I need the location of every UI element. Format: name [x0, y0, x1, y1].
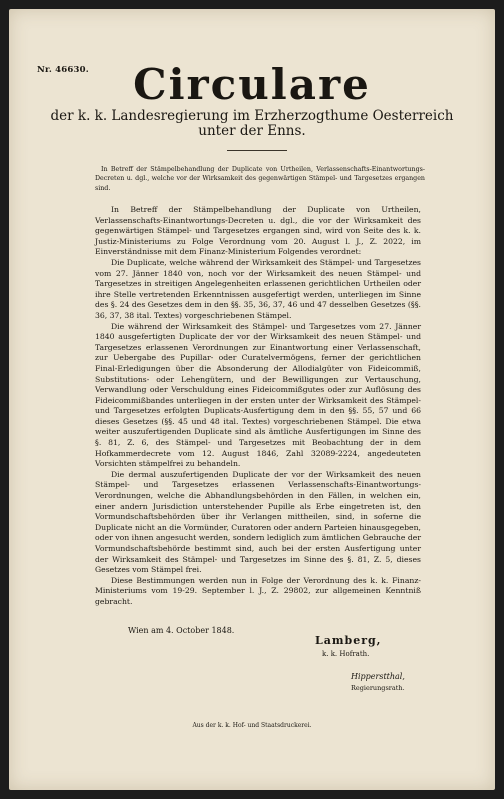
- paragraph: Die während der Wirksamkeit des Stämpel- und Targesetzes vom 27. Jänner 1840 ausgefertigten Duplicate der vor der Wirksamkeit des neuen Stämpel- und Targesetzes erlassenen Verordnungen zur Einantwortung einer Verlassenschaft, zur Uebergabe des Pupillar- oder Curatelvermögens, ferner der gerichtlichen Final-Erledigungen über die Absonderung der Allodialgüter von Fideicommiß, Substitutions- oder Lehengütern, und der Bewilligungen zur Vertauschung, Verwandlung oder Verschuldung eines Fideicommißgutes oder zur Auflösung des Fideicommißbandes unterliegen in der ersten unter der Wirksamkeit des Stämpel- und Targesetzes erfolgten Duplicats-Ausfertigung dem in den §§. 55, 57 und 66 dieses Gesetzes (§§. 45 und 48 ital. Textes) vorgeschriebenen Stämpel. Die etwa weiter auszufertigenden Duplicate sind als ämtliche Ausfertigungen im Sinne des §. 81, Z. 6, des Stämpel- und Targesetzes mit Beobachtung der in dem Hofkammerdecrete vom 12. August 1846, Zahl 32089-2224, angedeuteten Vorsichten stämpelfrei zu behandeln.: [95, 321, 421, 469]
- secondary-signature-name: Hipperstthal,: [351, 672, 405, 681]
- printer-imprint: Aus der k. k. Hof- und Staatsdruckerei.: [192, 722, 312, 729]
- subtitle-line-2: unter der Enns.: [198, 123, 306, 139]
- document-title: Circulare: [133, 60, 371, 109]
- signature-title: k. k. Hofrath.: [322, 650, 370, 658]
- document-number: Nr. 46630.: [37, 65, 89, 75]
- paragraph: In Betreff der Stämpelbehandlung der Duplicate von Urtheilen, Verlassenschafts-Einantwortungs-Decreten u. dgl., die vor der Wirksamkeit des gegenwärtigen Stämpel- und Targesetzes ergangen sind, wird von Seite des k. k. Justiz-Ministeriums zu Folge Verordnung vom 20. August l. J., Z. 2022, im Einverständnisse mit dem Finanz-Ministerium Folgendes verordnet:: [95, 205, 421, 257]
- subtitle-line-1: der k. k. Landesregierung im Erzherzogthume Oesterreich: [50, 108, 454, 124]
- paragraph: Die dermal auszufertigenden Duplicate der vor der Wirksamkeit des neuen Stämpel- und Targesetzes erlassenen Verlassenschafts-Einantwortungs-Verordnungen, welche die Abhandlungsbehörden in den Fällen, in welchen ein, einer andern Jurisdiction unterstehender Pupille als Erbe eingetreten ist, den Vormundschaftsbehörden über ihr Verlangen mittheilen, sind, in soferne die Duplicate nicht an die Vormünder, Curatoren oder andern Parteien hinausgegeben, oder von ihnen angesucht werden, sondern lediglich zum ämtlichen Gebrauche der Vormundschaftsbehörde bestimmt sind, auch bei der ersten Ausfertigung unter der Wirksamkeit des Stämpel- und Targesetzes im Sinne des §. 81, Z. 5, dieses Gesetzes vom Stämpel frei.: [95, 469, 421, 575]
- document-sheet: [9, 9, 495, 790]
- body-text: [95, 205, 421, 608]
- secondary-signature-title: Regierungsrath.: [351, 684, 405, 692]
- paragraph: Diese Bestimmungen werden nun in Folge der Verordnung des k. k. Finanz-Ministeriums vom 19-29. September l. J., Z. 29802, zur allgemeinen Kenntniß gebracht.: [95, 575, 421, 606]
- divider: [227, 150, 287, 151]
- paragraph: Die Duplicate, welche während der Wirksamkeit des Stämpel- und Targesetzes vom 27. Jänner 1840 von, noch vor der Wirksamkeit des neuen Stämpel- und Targesetzes in streitigen Angelegenheiten erlassenen gerichtlichen Urtheilen oder ihre Stelle vertretenden Erkenntnissen ausgefertigt werden, unterliegen im Sinne des §. 24 des Gesetzes dem in den §§. 35, 36, 37, 46 und 47 desselben Gesetzes (§§. 36, 37, 38 ital. Textes) vorgeschriebenen Stämpel.: [95, 257, 421, 320]
- summary-text: In Betreff der Stämpelbehandlung der Duplicate von Urtheilen, Verlassenschafts-Einantwortungs-Decreten u. dgl., welche vor der Wirksamkeit des gegenwärtigen Stämpel- und Targesetzes ergangen sind.: [95, 166, 425, 192]
- signature-name: Lamberg,: [315, 634, 382, 647]
- date-line: Wien am 4. October 1848.: [128, 626, 235, 635]
